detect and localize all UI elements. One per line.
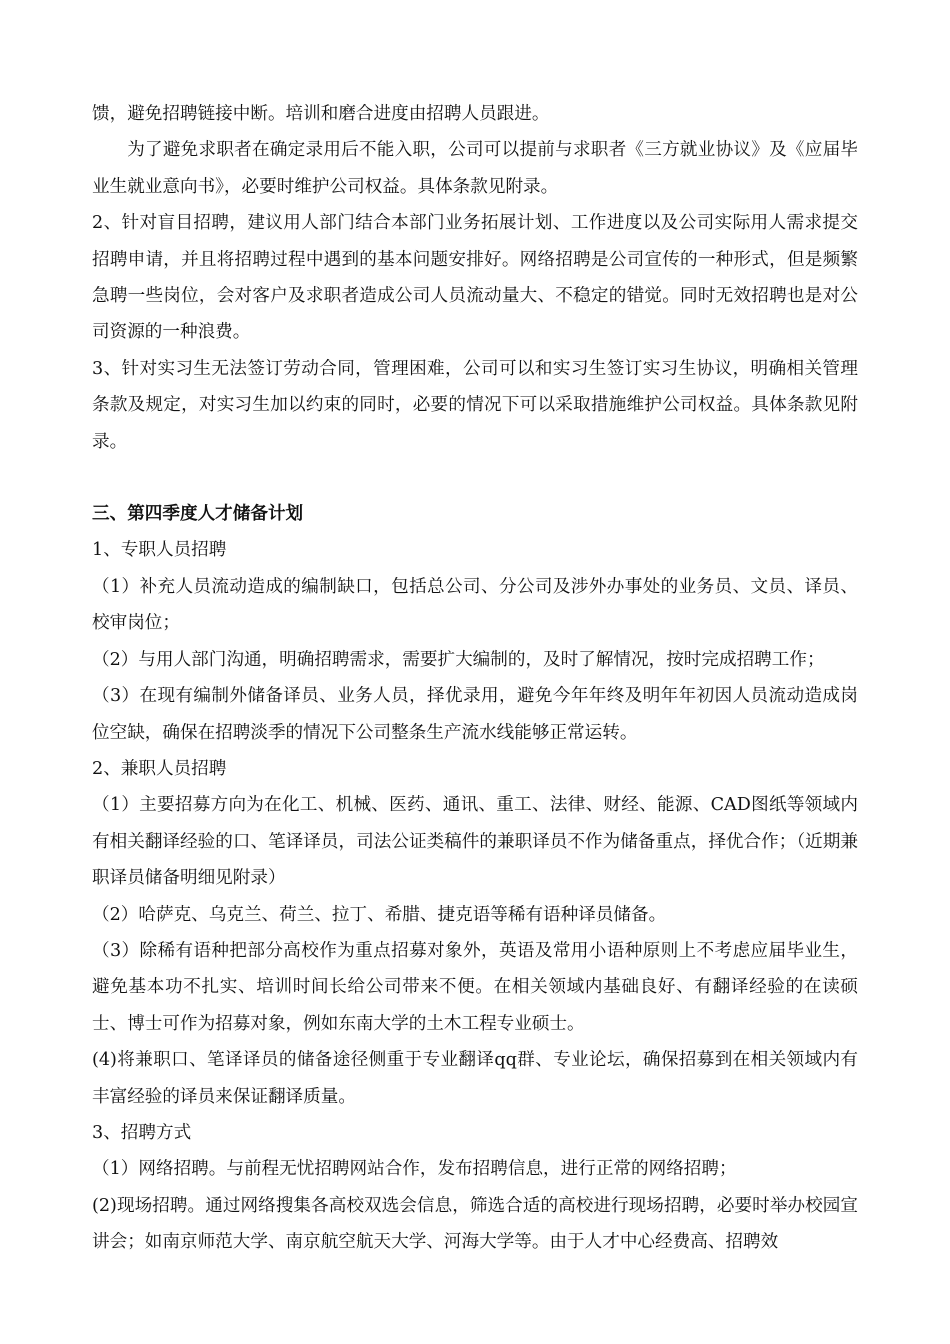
list-item: （1）网络招聘。与前程无忧招聘网站合作，发布招聘信息，进行正常的网络招聘； (92, 1159, 737, 1180)
paragraph-blind-recruitment: 2、针对盲目招聘，建议用人部门结合本部门业务拓展计划、工作进度以及公司实际用人需求提交招聘申请，并且将招聘过程中遇到的基本问题安排好。网络招聘是公司宣传的一种形式，但是频繁急聘一些岗位，会对客户及求职者造成公司人员流动量大、不稳定的错觉。同时无效招聘也是对公司资源的一种浪费。 (92, 213, 858, 343)
list-item: （2）哈萨克、乌克兰、荷兰、拉丁、希腊、捷克语等稀有语种译员储备。 (92, 904, 667, 925)
list-item: （1）补充人员流动造成的编制缺口，包括总公司、分公司及涉外办事处的业务员、文员、译员、校审岗位； (92, 576, 858, 634)
list-item: （3）除稀有语种把部分高校作为重点招募对象外，英语及常用小语种原则上不考虑应届毕业生，避免基本功不扎实、培训时间长给公司带来不便。在相关领域内基础良好、有翻译经验的在读硕士、博士可作为招募对象，例如东南大学的土木工程专业硕士。 (92, 940, 858, 1034)
list-item: (4)将兼职口、笔译译员的储备途径侧重于专业翻译qq群、专业论坛，确保招募到在相关领域内有丰富经验的译员来保证翻译质量。 (92, 1050, 858, 1107)
subsection-title-fulltime: 1、专职人员招聘 (92, 540, 227, 561)
paragraph-continuation: 馈，避免招聘链接中断。培训和磨合进度由招聘人员跟进。 (92, 104, 550, 124)
paragraph-agreement: 为了避免求职者在确定录用后不能入职，公司可以提前与求职者《三方就业协议》及《应届毕业生就业意向书》，必要时维护公司权益。具体条款见附录。 (92, 140, 858, 197)
list-item: （1）主要招募方向为在化工、机械、医药、通讯、重工、法律、财经、能源、CAD图纸等领域内有相关翻译经验的口、笔译译员，司法公证类稿件的兼职译员不作为储备重点，择优合作；（近期兼职译员储备明细见附录） (92, 795, 858, 889)
section-heading: 三、第四季度人才储备计划 (92, 503, 304, 525)
list-item: （3）在现有编制外储备译员、业务人员，择优录用，避免今年年终及明年年初因人员流动造成岗位空缺，确保在招聘淡季的情况下公司整条生产流水线能够正常运转。 (92, 686, 858, 743)
list-item: (2)现场招聘。通过网络搜集各高校双选会信息，筛选合适的高校进行现场招聘，必要时举办校园宣讲会；如南京师范大学、南京航空航天大学、河海大学等。由于人才中心经费高、招聘效 (92, 1195, 858, 1253)
subsection-title-methods: 3、招聘方式 (92, 1122, 192, 1143)
paragraph-intern-contract: 3、针对实习生无法签订劳动合同，管理困难，公司可以和实习生签订实习生协议，明确相关管理条款及规定，对实习生加以约束的同时，必要的情况下可以采取措施维护公司权益。具体条款见附录。 (92, 358, 858, 452)
subsection-title-parttime: 2、兼职人员招聘 (92, 758, 227, 779)
section-gap (92, 460, 858, 496)
list-item: （2）与用人部门沟通，明确招聘需求，需要扩大编制的，及时了解情况，按时完成招聘工作； (92, 649, 825, 670)
